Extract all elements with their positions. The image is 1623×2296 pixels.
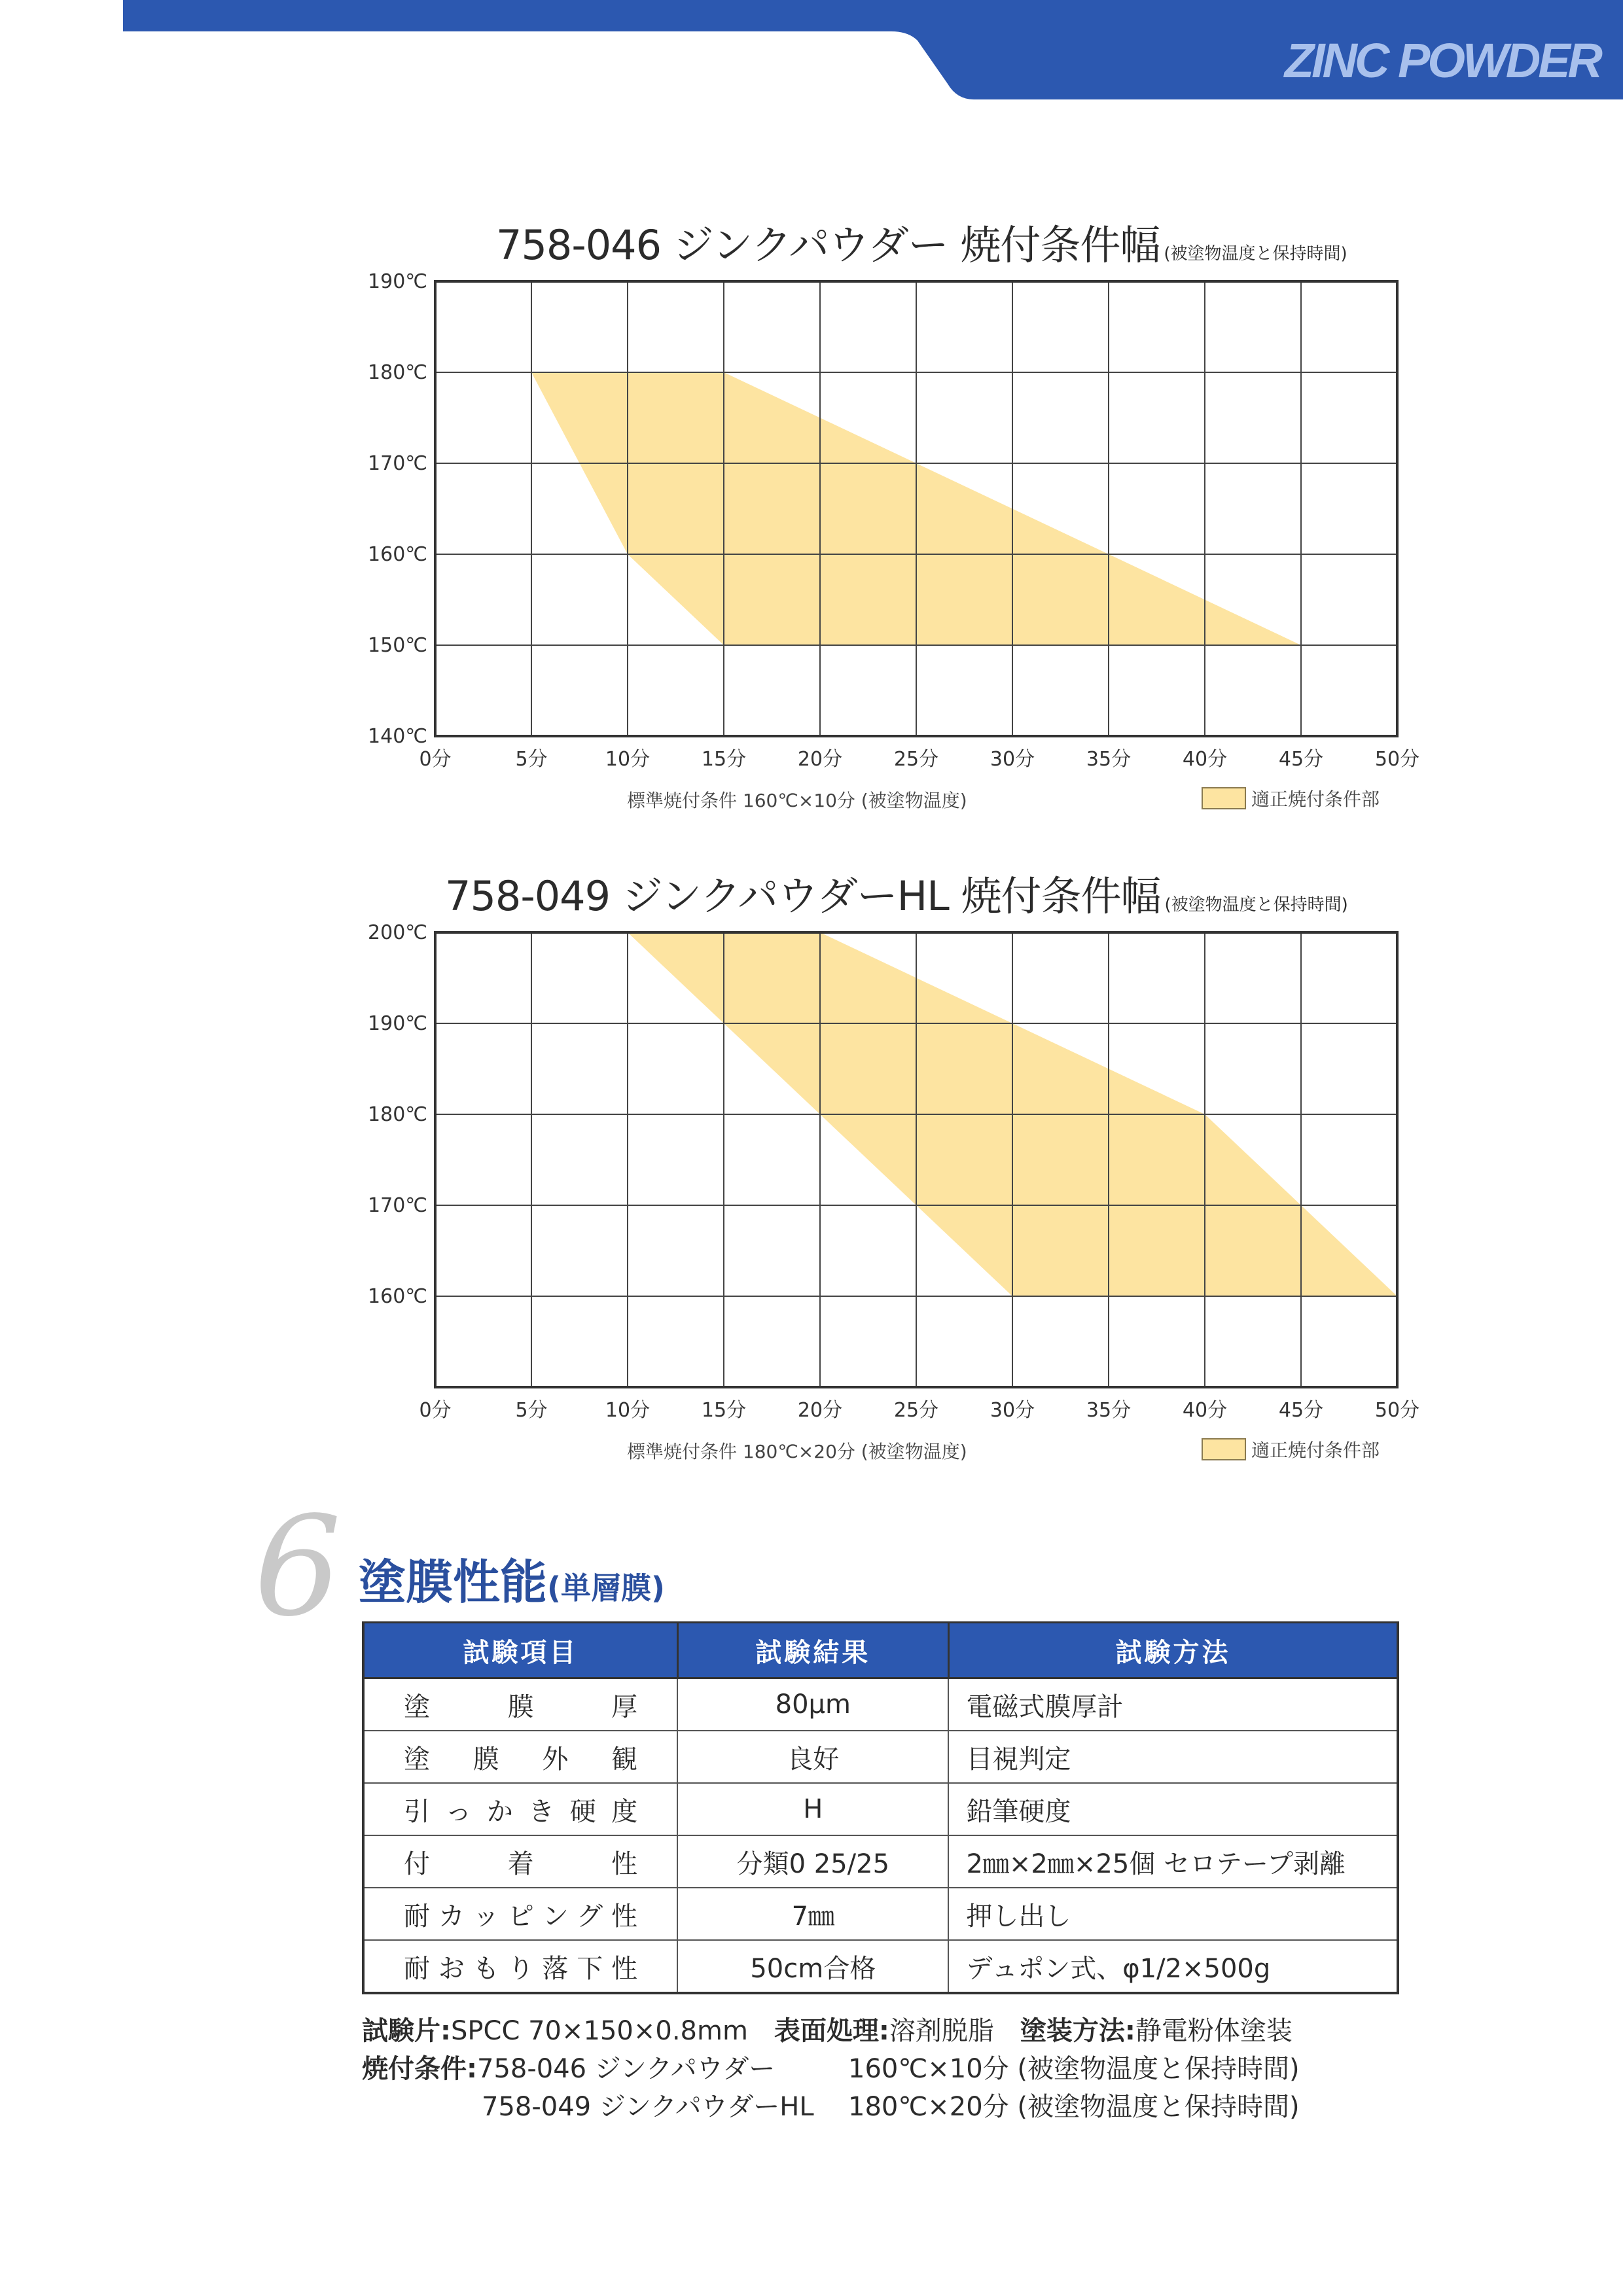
- baking-1-product: 758-046 ジンクパウダー: [477, 2054, 776, 2084]
- legend-label: 適正焼付条件部: [1251, 1439, 1380, 1461]
- test-method: 電磁式膜厚計: [948, 1678, 1398, 1731]
- table-row: [363, 1888, 1398, 1940]
- table-row: [363, 1678, 1398, 1731]
- chart-title-main: 758-049 ジンクパウダーHL 焼付条件幅: [445, 872, 1161, 920]
- test-item: 塗膜厚: [363, 1678, 677, 1731]
- legend-label: 適正焼付条件部: [1251, 788, 1380, 810]
- x-tick-label: 10分: [605, 748, 651, 771]
- chart-758-049: [0, 860, 1623, 1482]
- test-item: 耐カッピング性: [363, 1888, 677, 1940]
- y-tick-label: 170℃: [368, 1194, 427, 1217]
- baking-2-product: 758-049 ジンクパウダーHL: [482, 2092, 814, 2122]
- x-tick-label: 5分: [515, 1399, 548, 1422]
- legend-swatch: [1202, 787, 1246, 809]
- test-item: 付着性: [363, 1835, 677, 1888]
- x-tick-label: 25分: [893, 1399, 939, 1422]
- chart-title-sub: (被塗物温度と保持時間): [1164, 895, 1348, 915]
- x-tick-label: 20分: [797, 1399, 843, 1422]
- x-tick-label: 15分: [701, 748, 747, 771]
- y-tick-label: 150℃: [368, 634, 427, 657]
- x-tick-label: 30分: [990, 748, 1035, 771]
- y-tick-label: 160℃: [368, 1285, 427, 1308]
- header-test-method: 試験方法: [948, 1623, 1398, 1678]
- header-test-item: 試験項目: [363, 1623, 677, 1678]
- legend: [1202, 1436, 1380, 1462]
- y-tick-label: 180℃: [368, 1103, 427, 1126]
- header-band: [0, 0, 1623, 105]
- x-tick-label: 35分: [1086, 1399, 1132, 1422]
- test-result: 80μm: [677, 1678, 948, 1731]
- standard-condition-note: 標準焼付条件 180℃×20分 (被塗物温度): [627, 1441, 967, 1462]
- y-tick-label: 190℃: [368, 1012, 427, 1035]
- chart-plot: [0, 209, 1623, 824]
- y-tick-label: 140℃: [368, 725, 427, 748]
- specimen-label: 試験片:: [362, 2016, 451, 2046]
- x-tick-label: 30分: [990, 1399, 1035, 1422]
- coating-label: 塗装方法:: [1020, 2016, 1135, 2046]
- performance-table: [362, 1621, 1399, 1994]
- x-tick-label: 25分: [893, 748, 939, 771]
- section-title: [359, 1544, 665, 1612]
- x-tick-label: 15分: [701, 1399, 747, 1422]
- test-result: 良好: [677, 1731, 948, 1783]
- chart-title-sub: (被塗物温度と保持時間): [1164, 244, 1347, 264]
- test-method: 押し出し: [948, 1888, 1398, 1940]
- y-tick-label: 200℃: [368, 921, 427, 944]
- y-tick-label: 160℃: [368, 543, 427, 566]
- x-tick-label: 40分: [1182, 748, 1228, 771]
- specimen-value: SPCC 70×150×0.8mm: [451, 2016, 748, 2046]
- section-number: 6: [254, 1487, 342, 1647]
- table-header-row: [363, 1623, 1398, 1678]
- notes-line-1: [362, 2010, 1293, 2047]
- x-tick-label: 20分: [797, 748, 843, 771]
- x-tick-label: 50分: [1374, 748, 1420, 771]
- standard-condition-note: 標準焼付条件 160℃×10分 (被塗物温度): [627, 790, 967, 811]
- table-row: [363, 1783, 1398, 1835]
- y-tick-label: 180℃: [368, 361, 427, 384]
- x-tick-label: 5分: [515, 748, 548, 771]
- coating-value: 静電粉体塗装: [1135, 2016, 1293, 2046]
- table-row: [363, 1731, 1398, 1783]
- test-method: 2㎜×2㎜×25個 セロテープ剥離: [948, 1835, 1398, 1888]
- test-result: H: [677, 1783, 948, 1835]
- table-row: [363, 1835, 1398, 1888]
- table-row: [363, 1940, 1398, 1993]
- header-test-result: 試験結果: [677, 1623, 948, 1678]
- surface-label: 表面処理:: [774, 2016, 889, 2046]
- chart-plot: [0, 860, 1623, 1482]
- chart-title-main: 758-046 ジンクパウダー 焼付条件幅: [496, 221, 1160, 269]
- section-title-paren: (単層膜): [547, 1570, 666, 1606]
- test-method: デュポン式、φ1/2×500g: [948, 1940, 1398, 1993]
- legend-swatch: [1202, 1438, 1246, 1460]
- test-method: 鉛筆硬度: [948, 1783, 1398, 1835]
- test-result: 50cm合格: [677, 1940, 948, 1993]
- baking-2-condition: 180℃×20分 (被塗物温度と保持時間): [848, 2092, 1300, 2122]
- section-title-main: 塗膜性能: [359, 1555, 548, 1610]
- test-method: 目視判定: [948, 1731, 1398, 1783]
- notes-line-2: [362, 2048, 775, 2085]
- x-tick-label: 40分: [1182, 1399, 1228, 1422]
- x-tick-label: 45分: [1278, 748, 1324, 771]
- y-tick-label: 190℃: [368, 270, 427, 293]
- test-item: 引っかき硬度: [363, 1783, 677, 1835]
- header-brand: ZINC POWDER: [1284, 33, 1600, 88]
- test-item: 耐おもり落下性: [363, 1940, 677, 1993]
- chart-758-046: [0, 209, 1623, 824]
- x-tick-label: 0分: [419, 748, 452, 771]
- x-tick-label: 50分: [1374, 1399, 1420, 1422]
- y-tick-label: 170℃: [368, 452, 427, 475]
- x-tick-label: 45分: [1278, 1399, 1324, 1422]
- test-item: 塗膜外観: [363, 1731, 677, 1783]
- legend: [1202, 785, 1380, 811]
- x-tick-label: 35分: [1086, 748, 1132, 771]
- baking-label: 焼付条件:: [362, 2054, 477, 2084]
- test-result: 7㎜: [677, 1888, 948, 1940]
- baking-1-condition: 160℃×10分 (被塗物温度と保持時間): [848, 2054, 1300, 2084]
- x-tick-label: 0分: [419, 1399, 452, 1422]
- x-tick-label: 10分: [605, 1399, 651, 1422]
- test-result: 分類0 25/25: [677, 1835, 948, 1888]
- surface-value: 溶剤脱脂: [889, 2016, 994, 2046]
